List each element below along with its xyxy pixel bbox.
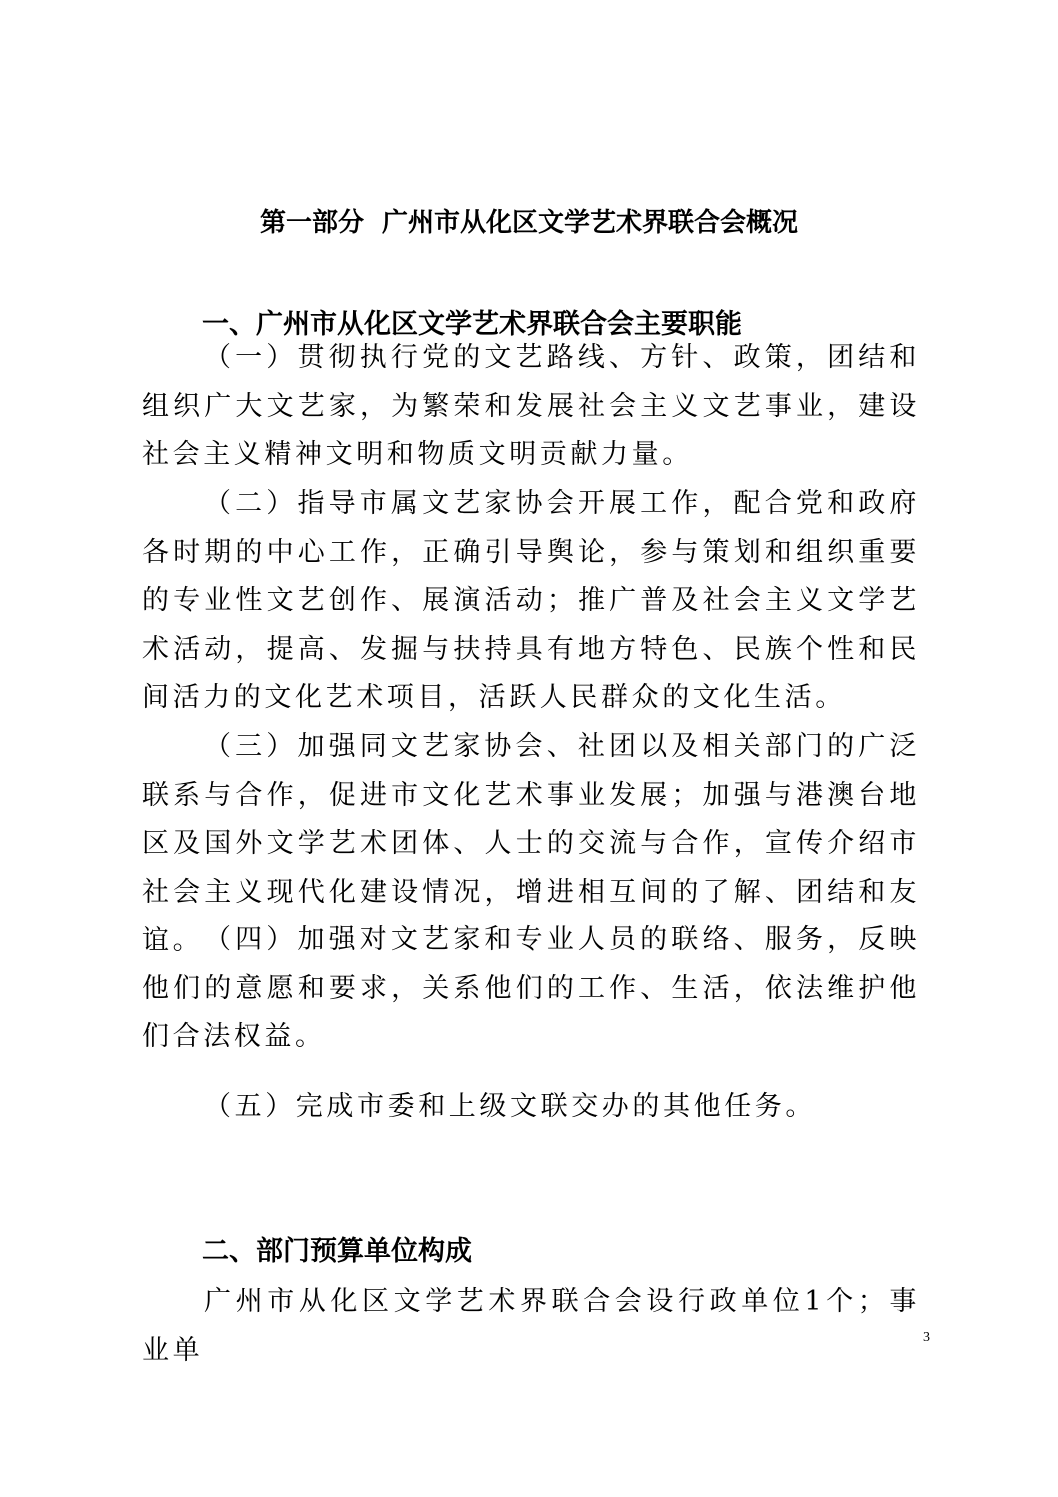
section-heading-functions: 一、广州市从化区文学艺术界联合会主要职能 — [202, 309, 742, 340]
section-heading-units: 二、部门预算单位构成 — [202, 1236, 472, 1267]
function-item-2: （二）指导市属文艺家协会开展工作，配合党和政府各时期的中心工作，正确引导舆论，参与策划和组织重要的专业性文艺创作、展演活动；推广普及社会主义文学艺术活动，提高、发掘与扶持具有地方特色、民族个性和民间活力的文化艺术项目，活跃人民群众的文化生活。 — [142, 488, 920, 713]
function-item-5: （五）完成市委和上级文联交办的其他任务。 — [204, 1091, 816, 1122]
page-number: 3 — [923, 1330, 930, 1345]
units-paragraph: 广州市从化区文学艺术界联合会设行政单位1个；事业单 — [142, 1286, 920, 1366]
function-item-3: （三）加强同文艺家协会、社团以及相关部门的广泛联系与合作，促进市文化艺术事业发展；加强与港澳台地区及国外文学艺术团体、人士的交流与合作，宣传介绍市社会主义现代化建设情况，增进相互间的了解、团结和友谊。 — [142, 731, 920, 956]
page-title: 第一部分 广州市从化区文学艺术界联合会概况 — [259, 208, 799, 238]
function-item-1: （一）贯彻执行党的文艺路线、方针、政策，团结和组织广大文艺家，为繁荣和发展社会主义文艺事业，建设社会主义精神文明和物质文明贡献力量。 — [142, 342, 920, 470]
function-item-4: （四）加强对文艺家和专业人员的联络、服务，反映他们的意愿和要求，关系他们的工作、生活，依法维护他们合法权益。 — [142, 924, 920, 1052]
